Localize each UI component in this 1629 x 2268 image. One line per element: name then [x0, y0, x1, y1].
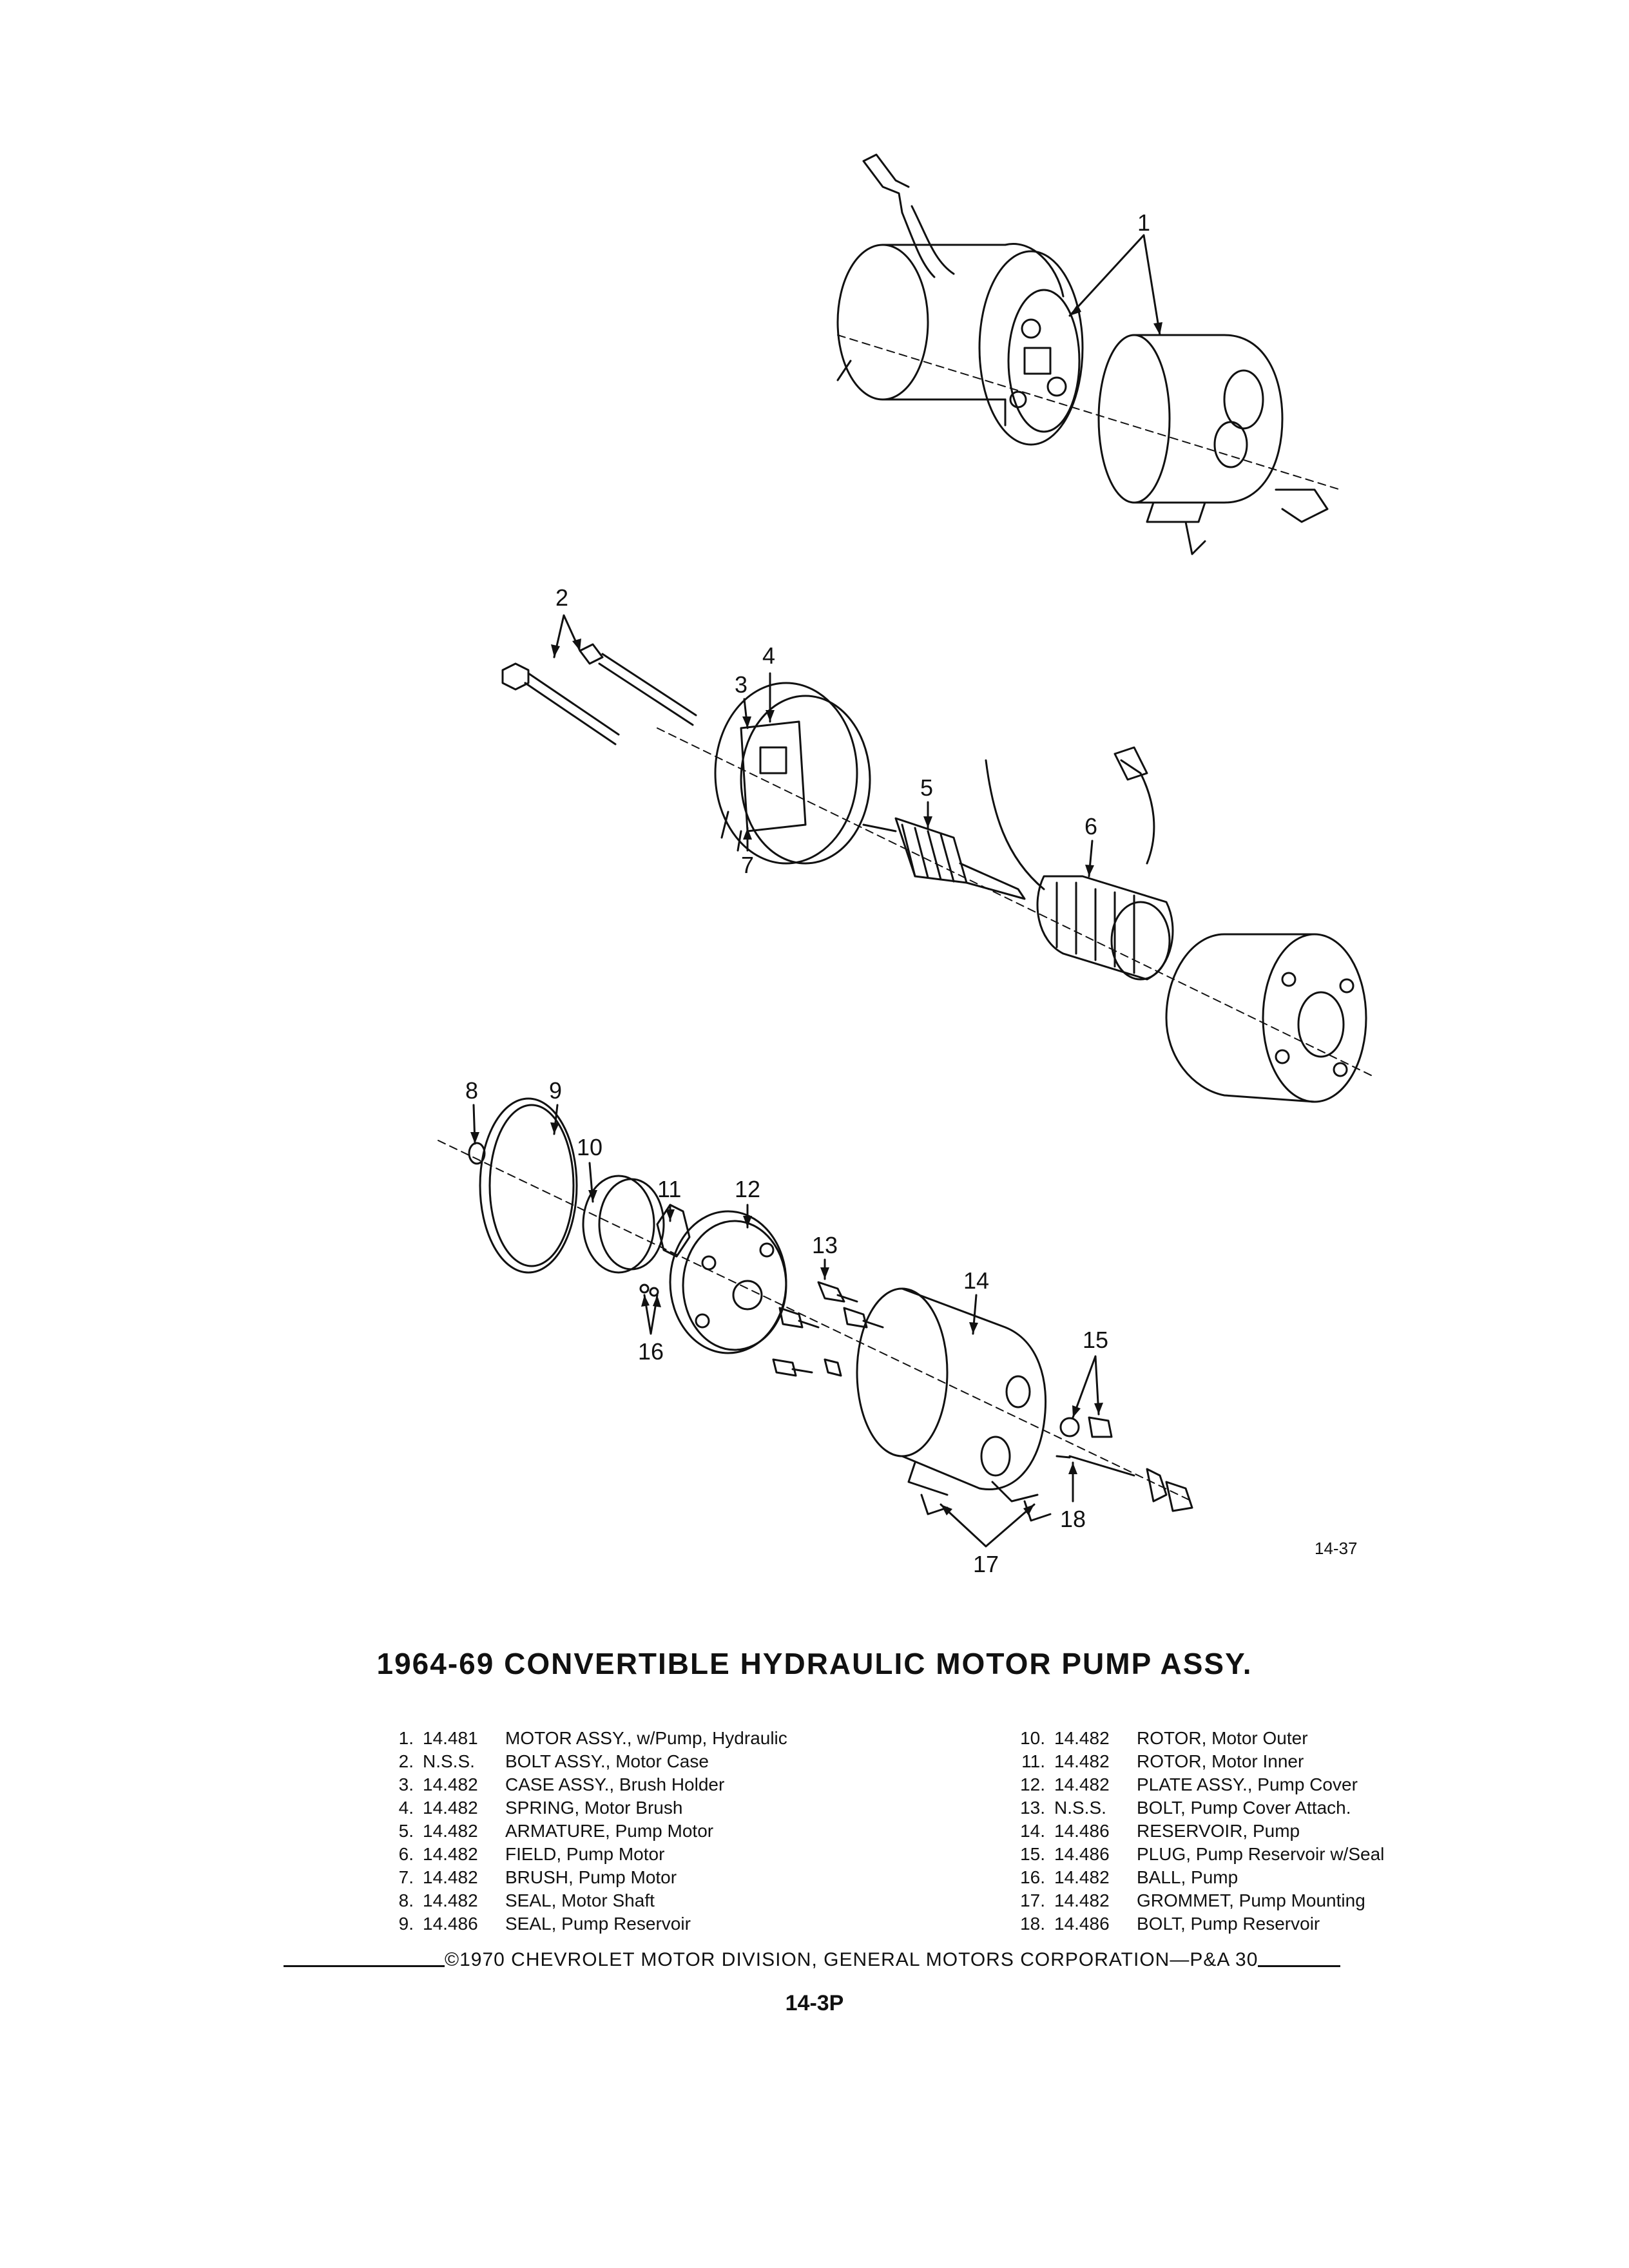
pump-exploded-drawing: [469, 1099, 1192, 1521]
callout-6: 6: [1084, 813, 1098, 840]
list-item: 13. N.S.S. BOLT, Pump Cover Attach.: [1020, 1798, 1351, 1818]
list-item: 7. 14.482 BRUSH, Pump Motor: [398, 1867, 677, 1887]
callout-2: 2: [555, 584, 569, 611]
callout-8: 8: [465, 1077, 479, 1104]
callout-11: 11: [657, 1176, 682, 1202]
callout-1: 1: [1137, 209, 1151, 236]
list-item: 2. N.S.S. BOLT ASSY., Motor Case: [398, 1751, 709, 1771]
copyright-footer: [284, 1949, 1340, 1971]
callout-18: 18: [1060, 1506, 1086, 1532]
callout-3: 3: [735, 671, 748, 698]
list-item: 14. 14.486 RESERVOIR, Pump: [1020, 1821, 1300, 1841]
callout-10: 10: [577, 1134, 603, 1160]
list-item: 17. 14.482 GROMMET, Pump Mounting: [1020, 1890, 1365, 1910]
list-item: 3. 14.482 CASE ASSY., Brush Holder: [398, 1774, 725, 1794]
callout-14: 14: [963, 1267, 990, 1294]
list-item: 5. 14.482 ARMATURE, Pump Motor: [398, 1821, 714, 1841]
parts-list-left: [374, 1727, 787, 1936]
callout-9: 9: [549, 1077, 563, 1104]
callout-5: 5: [920, 774, 934, 801]
figure-id: 14-37: [1315, 1539, 1358, 1558]
list-item: 18. 14.486 BOLT, Pump Reservoir: [1020, 1914, 1320, 1934]
motor-assembly-drawing: [838, 155, 1327, 554]
callout-12: 12: [735, 1176, 761, 1202]
callout-15: 15: [1083, 1327, 1109, 1353]
list-item: 1. 14.481 MOTOR ASSY., w/Pump, Hydraulic: [398, 1728, 787, 1748]
callout-17: 17: [973, 1551, 999, 1577]
list-item: 4. 14.482 SPRING, Motor Brush: [398, 1798, 683, 1818]
list-item: 6. 14.482 FIELD, Pump Motor: [398, 1844, 665, 1864]
list-item: 16. 14.482 BALL, Pump: [1020, 1867, 1239, 1887]
footer-rule-left: [284, 1965, 445, 1967]
page-title: 1964-69 CONVERTIBLE HYDRAULIC MOTOR PUMP ASSY.: [376, 1647, 1253, 1680]
parts-list-right: [1005, 1727, 1384, 1936]
callout-13: 13: [812, 1232, 838, 1258]
callout-7: 7: [741, 852, 755, 878]
list-item: 12. 14.482 PLATE ASSY., Pump Cover: [1020, 1774, 1358, 1794]
copyright-text: ©1970 CHEVROLET MOTOR DIVISION, GENERAL MOTORS CORPORATION—P&A 30: [445, 1949, 1258, 1970]
list-item: 15. 14.486 PLUG, Pump Reservoir w/Seal: [1020, 1844, 1385, 1864]
footer-rule-right: [1258, 1965, 1340, 1967]
list-item: 9. 14.486 SEAL, Pump Reservoir: [398, 1914, 691, 1934]
callout-labels: [465, 209, 1358, 1577]
callout-16: 16: [638, 1338, 664, 1365]
list-item: 8. 14.482 SEAL, Motor Shaft: [398, 1890, 655, 1910]
list-item: 10. 14.482 ROTOR, Motor Outer: [1020, 1728, 1308, 1748]
list-item: 11. 14.482 ROTOR, Motor Inner: [1021, 1751, 1304, 1771]
motor-exploded-drawing: [503, 644, 1366, 1102]
callout-4: 4: [762, 642, 776, 669]
page-number: 14-3P: [785, 1991, 844, 2015]
